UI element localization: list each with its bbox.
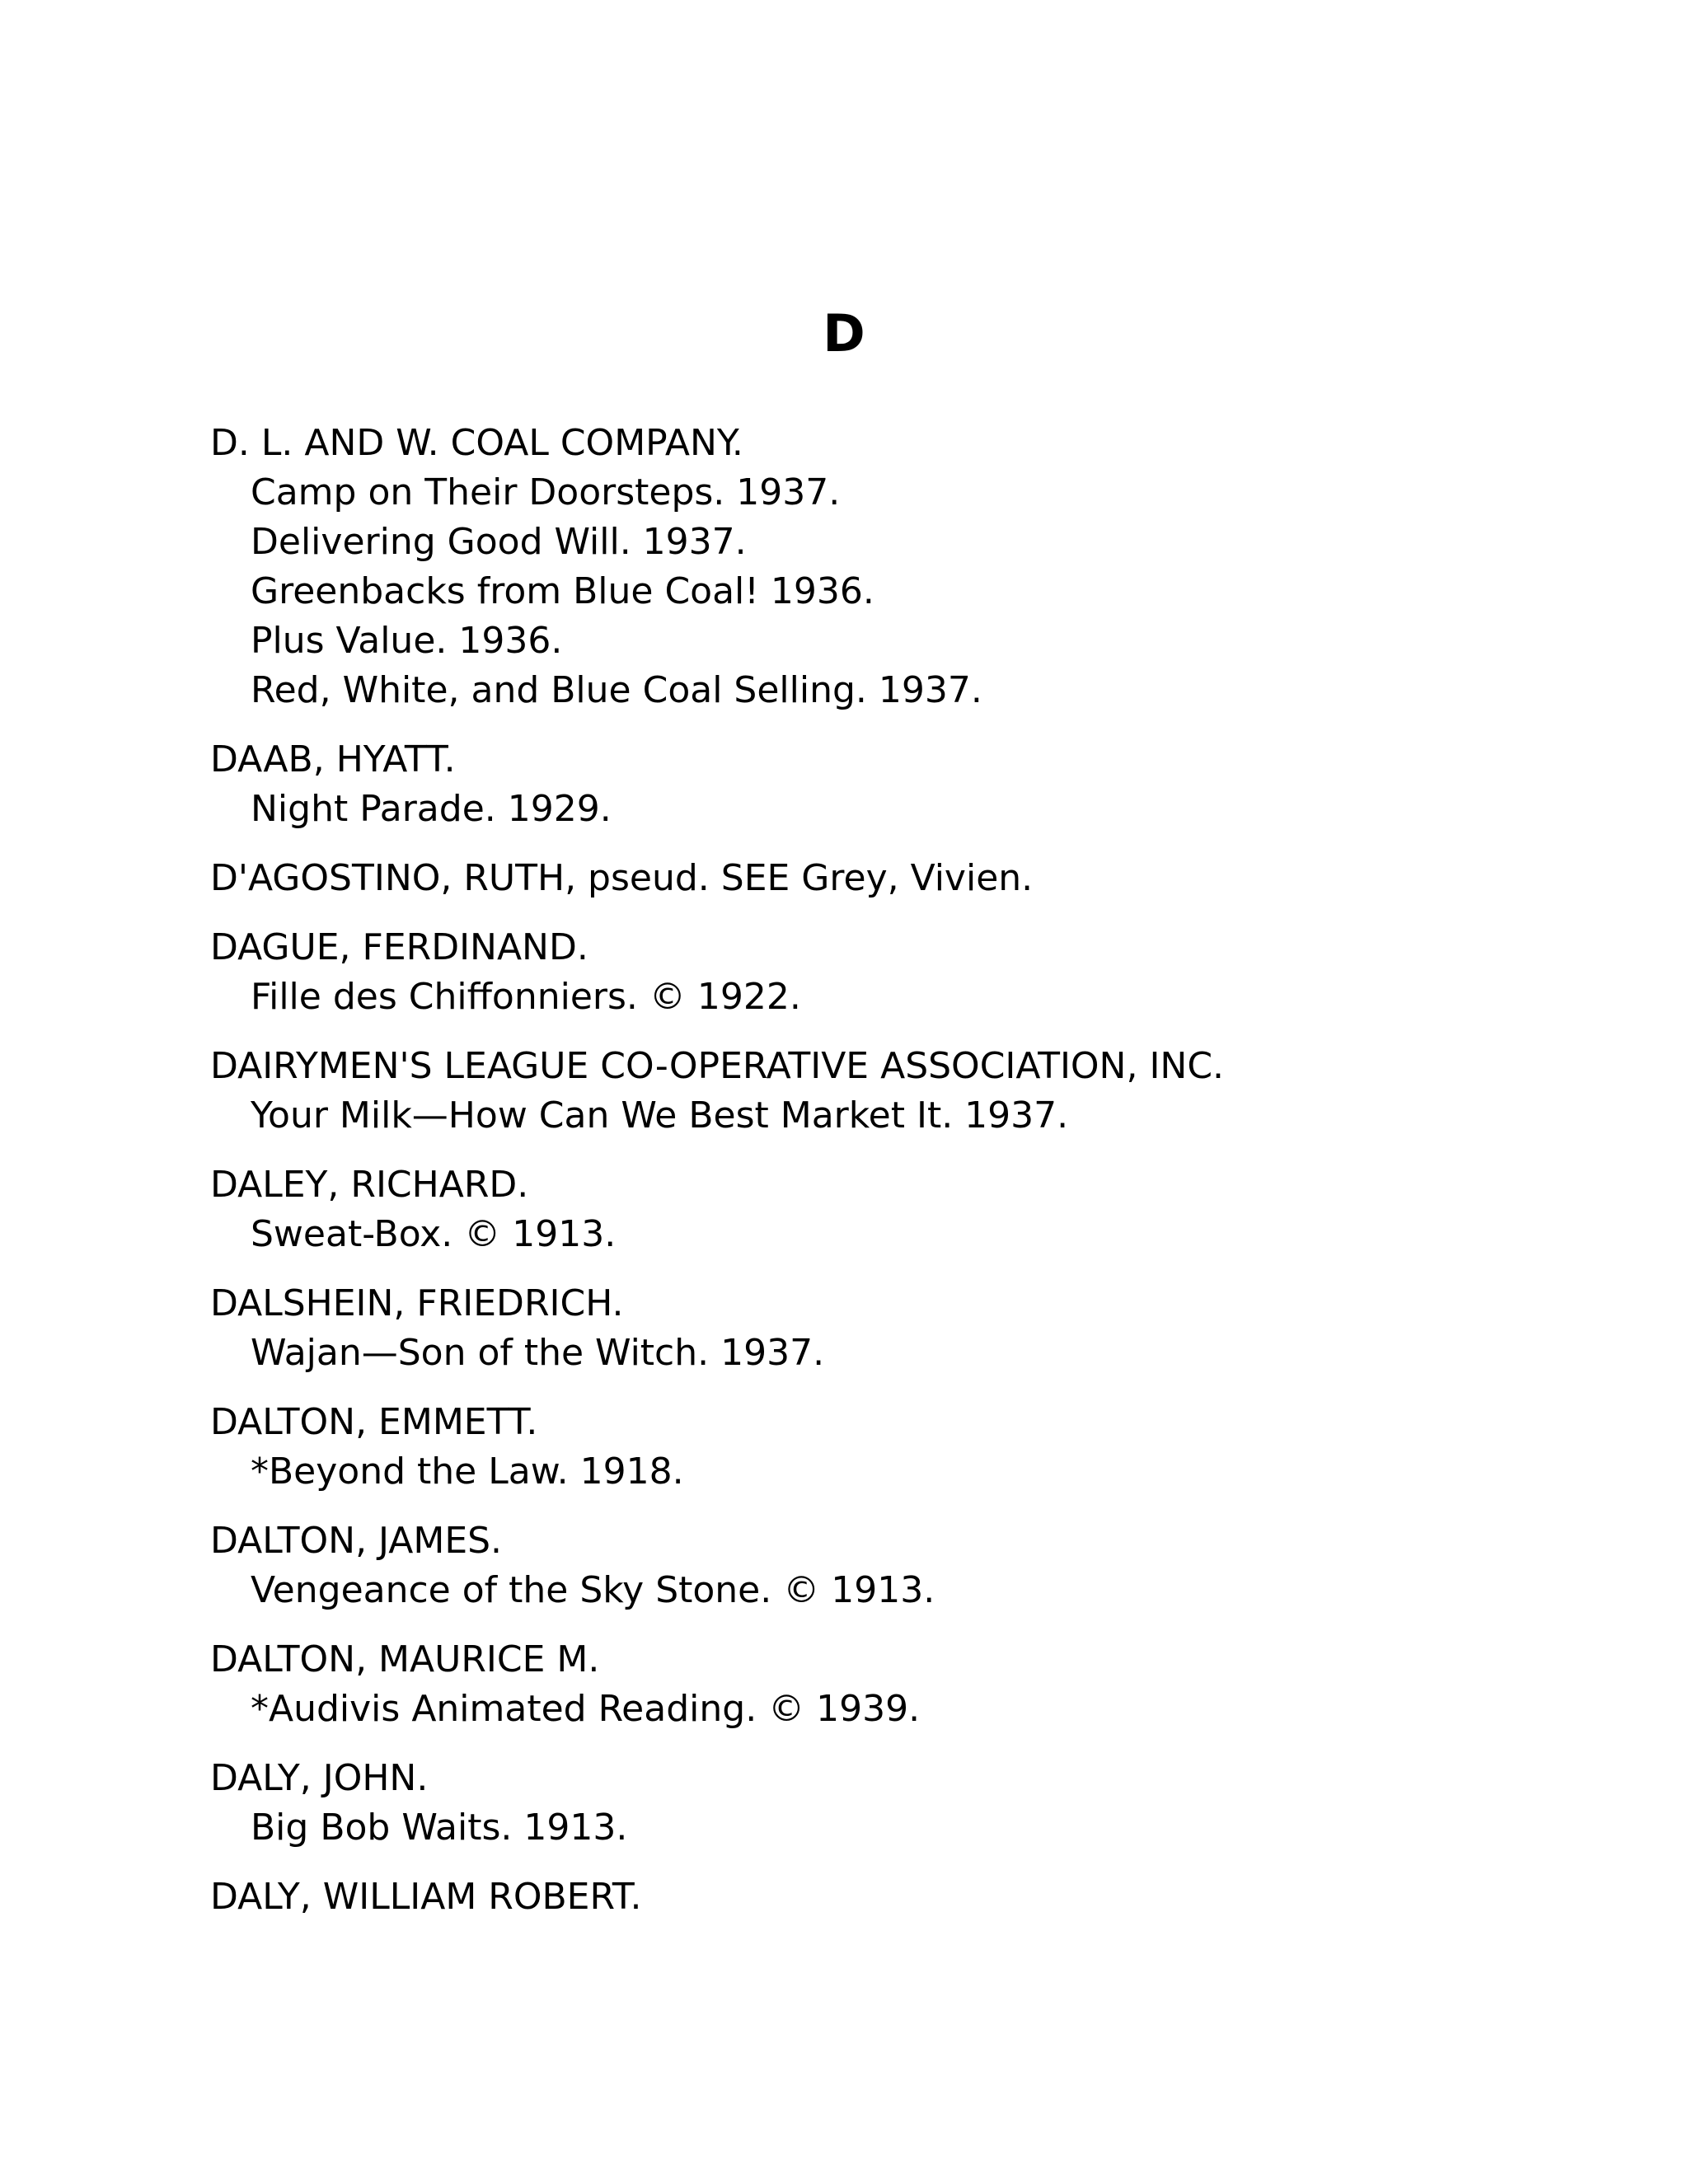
index-entry (210, 1042, 1611, 1141)
index-entry (210, 419, 1611, 715)
index-entry (210, 1160, 1611, 1259)
entry-title: Sweat-Box. © 1913. (251, 1213, 617, 1255)
index-entry (210, 735, 1611, 834)
entry-heading: D'AGOSTINO, RUTH, pseud. SEE Grey, Vivien. (210, 857, 1034, 899)
entry-list (210, 419, 1611, 1942)
entry-title: Big Bob Waits. 1913. (251, 1807, 628, 1849)
entry-heading: DAAB, HYATT. (210, 738, 456, 780)
entry-title: Greenbacks from Blue Coal! 1936. (251, 570, 874, 612)
entry-title: Night Parade. 1929. (251, 788, 612, 830)
index-entry (210, 1398, 1611, 1497)
index-entry (210, 1635, 1611, 1734)
entry-title: Fille des Chiffonniers. © 1922. (251, 976, 801, 1018)
entry-heading: DALSHEIN, FRIEDRICH. (210, 1282, 624, 1324)
entry-title: Camp on Their Doorsteps. 1937. (251, 471, 841, 513)
page-letter-heading: D (823, 303, 865, 363)
entry-title: Delivering Good Will. 1937. (251, 521, 747, 563)
entry-heading: DALTON, JAMES. (210, 1520, 503, 1562)
entry-heading: DALTON, MAURICE M. (210, 1638, 600, 1680)
entry-title: *Beyond the Law. 1918. (251, 1451, 684, 1493)
entry-title: Vengeance of the Sky Stone. © 1913. (251, 1569, 935, 1611)
entry-heading: DALTON, EMMETT. (210, 1401, 538, 1443)
entry-title: Your Milk—How Can We Best Market It. 1937. (251, 1094, 1069, 1137)
entry-heading: DALY, JOHN. (210, 1757, 429, 1799)
entry-heading: DAIRYMEN'S LEAGUE CO-OPERATIVE ASSOCIATION, INC. (210, 1045, 1225, 1087)
entry-heading: D. L. AND W. COAL COMPANY. (210, 422, 743, 464)
index-entry (210, 1872, 1611, 1922)
entry-heading: DALEY, RICHARD. (210, 1164, 529, 1206)
entry-heading: DAGUE, FERDINAND. (210, 926, 588, 968)
index-entry (210, 854, 1611, 903)
entry-title: Plus Value. 1936. (251, 620, 563, 662)
index-entry (210, 1516, 1611, 1615)
entry-heading: DALY, WILLIAM ROBERT. (210, 1876, 642, 1918)
index-entry (210, 1279, 1611, 1378)
entry-title: Red, White, and Blue Coal Selling. 1937. (251, 669, 982, 711)
index-entry (210, 1754, 1611, 1853)
index-entry (210, 923, 1611, 1022)
entry-title: *Audivis Animated Reading. © 1939. (251, 1688, 921, 1730)
entry-title: Wajan—Son of the Witch. 1937. (251, 1332, 825, 1374)
